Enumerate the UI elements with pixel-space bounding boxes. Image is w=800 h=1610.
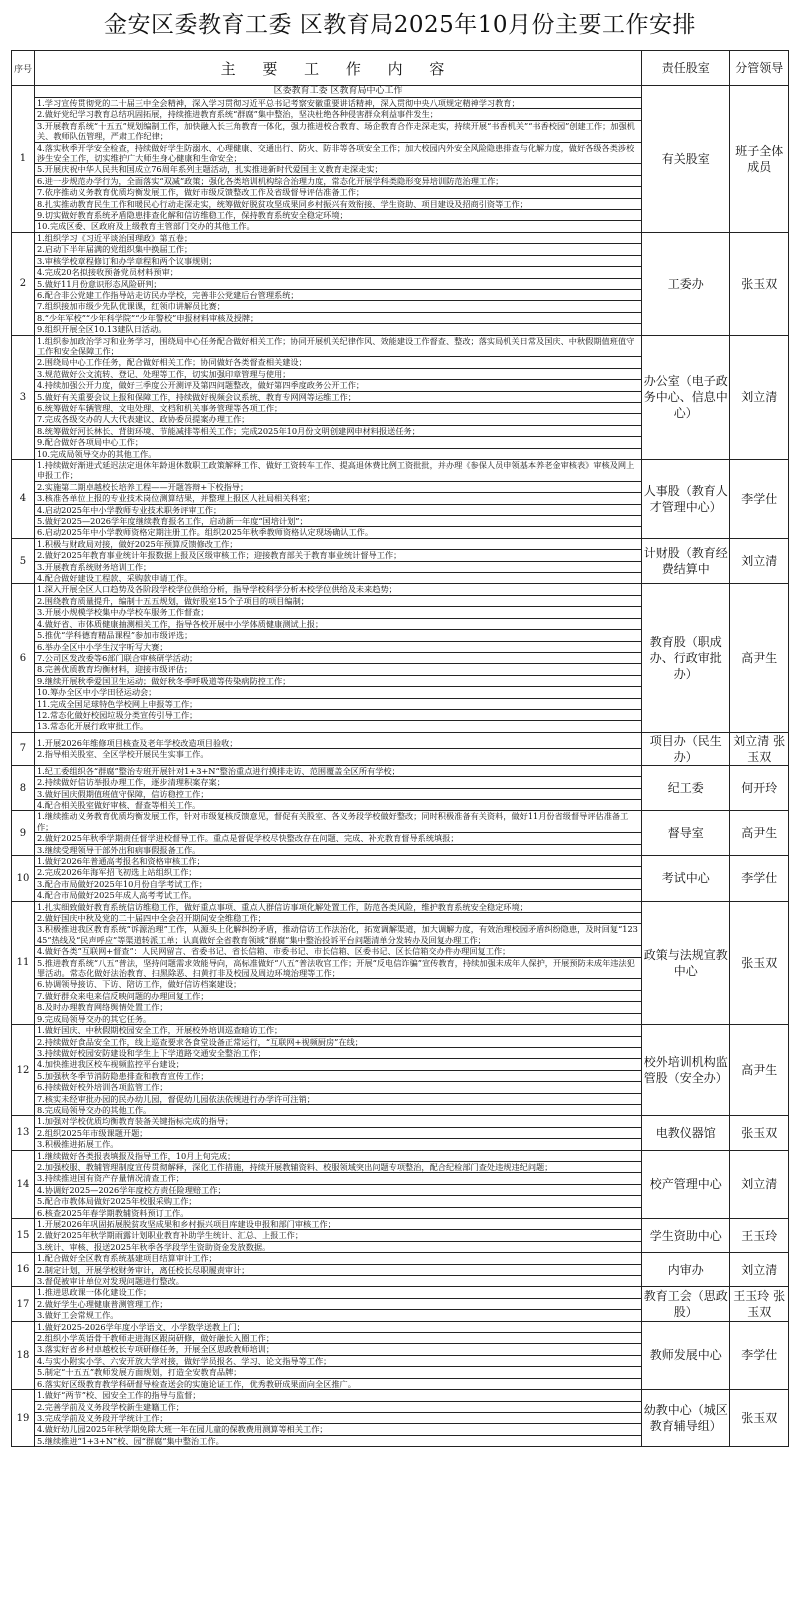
task-item: 9.完成局领导交办的其它任务。 — [36, 1013, 152, 1024]
task-item: 6.统筹做好车辆管理、文电处理、文档和机关事务管理等各项工作； — [35, 403, 641, 414]
task-item: 4.持续加强公开力度，做好三季度公开测评及第四问题整改，做好第四季度政务公开工作； — [35, 380, 641, 391]
task-item: 3.开展教育系统“十五五”规划编制工作，加快融入长三角教育一体化，强力推进校合教育、场企教育合作走深走实，持续开展“书香机关”“书香校园”创建工作；加强机关、教师队伍管理，严肃工作纪律； — [35, 121, 641, 143]
row-content — [34, 811, 641, 856]
task-item: 12.常态化做好校园垃圾分类宣传引导工作； — [35, 710, 641, 721]
task-item: 2.实施第二期卓越校长培养工程——开题答辩+下校指导； — [35, 482, 641, 493]
row-leader: 张玉双 — [730, 1116, 789, 1150]
task-item: 1.开展2026年巩固拓展脱贫攻坚成果和乡村振兴项目库建设申报和部门审核工作； — [35, 1219, 641, 1230]
task-item: 3.审核学校章程修订和办学章程和两个议事规则； — [35, 256, 641, 267]
row-dept: 计财股（教育经费结算中 — [642, 538, 730, 584]
task-item: 4.完成20名拟接收预备党员材料预审； — [35, 267, 641, 278]
header-content: 主 要 工 作 内 容 — [34, 51, 641, 86]
task-item: 3.完成学前及义务段开学统计工作； — [35, 1413, 641, 1424]
task-item: 6.配合非公党建工作指导站走访民办学校，完善非公党建后台管理系统； — [35, 290, 641, 301]
task-item: 6.持续做好校外培训各项监管工作； — [35, 1082, 641, 1093]
task-item: 5.推优“学科德育精品课程”参加市级评选； — [35, 630, 641, 641]
row-leader: 刘立清 — [730, 538, 789, 584]
task-item: 4.启动2025年中小学教师专业技术职务评审工作； — [35, 505, 641, 516]
row-leader: 张玉双 — [730, 1390, 789, 1447]
task-item: 5.做好11月份意识形态风险研判； — [35, 279, 641, 290]
task-item: 2.持续做好食品安全工作，线上巡查要求各食堂设备正常运行，“互联网+视频厨房”在线； — [35, 1037, 641, 1048]
task-item: 5.推进教育系统“八五”普法，坚持问题需求效能导向，高标准做好“八五”普法收官工作；开展“反电信诈骗”宣传教育，持续加强未成年人保护，开展预防未成年违法犯罪活动。常态化做好法治教育、扫黑除恶、扫黄打非及校园及周边环境治理等工作； — [35, 958, 641, 980]
task-item: 2.加强校服、教辅管理制度宣传贯彻解释，深化工作措施，持续开展教辅资料、校服领域突出问题专项整治，配合纪检部门查处违规违纪问题； — [35, 1162, 641, 1173]
row-seq: 14 — [12, 1150, 35, 1218]
row-content — [34, 732, 641, 765]
task-item: 1.开展2026年维修项目核查及老年学校改造项目验收； — [35, 738, 641, 749]
task-item: 2.做好2025年秋学期雨露计划职业教育补助学生统计、汇总、上报工作； — [35, 1230, 641, 1241]
task-item: 8.完成局领导交办的其他工作。 — [36, 1104, 152, 1115]
table-row — [12, 1253, 789, 1287]
table-row — [12, 460, 789, 539]
task-item: 8.统筹做好河长林长、背街环境、节能减排等相关工作；完成2025年10月份文明创建网申材料报送任务； — [35, 426, 641, 437]
task-item: 7.组织接加市级少先队优课课，红领巾讲解员比赛； — [35, 301, 641, 312]
row-dept: 办公室（电子政务中心、信息中心） — [642, 335, 730, 459]
row-leader: 刘立清 — [730, 335, 789, 459]
row-content — [34, 1321, 641, 1389]
row-leader: 高尹生 — [730, 584, 789, 732]
task-item: 5.配合市教体局做好2025年校服采购工作； — [35, 1196, 641, 1207]
row-dept: 政策与法规宣教中心 — [642, 901, 730, 1024]
task-item: 7.完成各级交办的人大代表建议、政协委员提案办理工作； — [35, 414, 641, 425]
table-row — [12, 538, 789, 584]
table-header-row — [12, 51, 789, 86]
task-item: 3.规范做好公文流转、登记、处理等工作，切实加强印章管理与使用； — [35, 369, 641, 380]
task-item: 3.继续受理领导干部外出和病事假报备工作。 — [36, 844, 201, 855]
task-item: 3.开展教育系统财务培训工作； — [35, 562, 641, 573]
task-item: 6.进一步规范办学行为，全面落实“双减”政策；强化各类培训机构综合治理力度，常态化开展学科类隐形变异培训防范治理工作； — [35, 176, 641, 187]
task-item: 2.指导相关股室、全区学校开展民生实事工作。 — [36, 749, 209, 760]
row-seq: 12 — [12, 1025, 35, 1116]
task-item: 6.核查2025年春学期教辅资料预订工作。 — [36, 1207, 189, 1218]
table-row — [12, 1116, 789, 1150]
row-leader: 刘立清 张玉双 — [730, 732, 789, 765]
row-leader: 王玉玲 — [730, 1219, 789, 1253]
task-item: 1.做好国庆、中秋假期校园安全工作，开展校外培训巡查暗访工作； — [35, 1025, 641, 1036]
row-content — [34, 1150, 641, 1218]
row-seq: 10 — [12, 856, 35, 902]
row-dept: 项目办（民生办） — [642, 732, 730, 765]
task-item: 3.落实好省乡村卓越校长专项研修任务，开展全区思政教师培训； — [35, 1344, 641, 1355]
task-item: 7.依序推动义务教育优质均衡发展工作，做好市级反馈整改工作及省级督导评估准备工作； — [35, 187, 641, 198]
task-item: 2.组织小学英语骨干教师走进海区跟岗研修，做好融长入圈工作； — [35, 1333, 641, 1344]
task-item: 3.持续推进国有资产存量情况清查工作； — [35, 1173, 641, 1184]
row-seq: 13 — [12, 1116, 35, 1150]
task-item: 5.制定“十五五”教师发展方面规划，打造全安教育品牌； — [35, 1367, 641, 1378]
task-item: 2.做好2025年教育事业统计年报数据上报及区级审核工作；迎接教育部关于教育事业统计督导工作； — [35, 550, 641, 561]
row-seq: 19 — [12, 1390, 35, 1447]
row-content — [34, 232, 641, 335]
row-content — [34, 1390, 641, 1447]
row-dept: 校产管理中心 — [642, 1150, 730, 1218]
task-item: 4.做好各类“互联网+督查”：人民网留言、省委书记、省长信箱、市委书记、市长信箱、区委书记、区长信箱交办件办理回复工作； — [35, 946, 641, 957]
task-item: 3.积极推进我区教育系统“诉源治理”工作，从源头上化解纠纷矛盾，推动信访工作法治化，拓宽调解渠道，加大调解力度，有效治理校园矛盾纠纷隐患，及时回复“12345”热线及“民声呼应”等渠道转派工单；认真做好全省教育领域“群腐”集中整治投诉平台问题清单分发转办及回复办理工作； — [35, 924, 641, 946]
task-item: 1.继续做好各类报表填报及指导工作，10月上旬完成； — [35, 1151, 641, 1162]
task-item: 2.组织2025年市级课题开题； — [35, 1128, 641, 1139]
task-item: 2.持续做好信访举报办理工作，逐步清理积案存案； — [35, 777, 641, 788]
task-item: 3.开展小规模学校集中办学校车服务工作督查； — [35, 607, 641, 618]
row-content — [34, 538, 641, 584]
row-content — [34, 1025, 641, 1116]
task-item: 3.核准各单位上报的专业技术岗位测算结果，并整理上报区人社局相关科室； — [35, 493, 641, 504]
row-dept: 纪工委 — [642, 765, 730, 811]
task-item: 3.配合市局做好2025年10月份自学考试工作； — [35, 879, 641, 890]
row-dept: 有关股室 — [642, 86, 730, 233]
row-content — [34, 1219, 641, 1253]
task-item: 4.与实小附实小学、六安开放大学对接，做好学员报名、学习、论文指导等工作； — [35, 1356, 641, 1367]
table-row — [12, 335, 789, 459]
task-item: 2.围绕局中心工作任务，配合做好相关工作；协同做好各类督查相关建设； — [35, 357, 641, 368]
header-leader: 分管领导 — [730, 51, 789, 86]
task-item: 7.核实未经审批办园的民办幼儿园，督促幼儿园依法依规进行办学许可注销； — [35, 1094, 641, 1105]
table-row — [12, 86, 789, 233]
task-item: 3.做好国庆假期值班值守保障，信访稳控工作； — [35, 789, 641, 800]
task-item: 1.学习宣传贯彻党的二十届三中全会精神，深入学习贯彻习近平总书记考察安徽重要讲话精神，深入贯彻中央八项规定精神学习教育； — [35, 98, 641, 109]
task-item: 1.纪工委组织各“群腐”整治专班开展针对1+3+N“整治重点进行摸排走访、范围覆盖全区所有学校； — [35, 766, 641, 777]
row-leader: 张玉双 — [730, 901, 789, 1024]
task-item: 7.公司区发改委等6部门联合审核研学活动； — [35, 653, 641, 664]
task-item: 3.督促被审计单位对发现问题进行整改。 — [36, 1276, 184, 1287]
task-item: 2.制定计划，开展学校财务审计，离任校长尽职履责审计； — [35, 1265, 641, 1276]
row-dept: 电教仪器馆 — [642, 1116, 730, 1150]
table-row — [12, 1390, 789, 1447]
row-dept: 教育工会（思政股） — [642, 1287, 730, 1321]
table-row — [12, 1321, 789, 1389]
row-seq: 9 — [12, 811, 35, 856]
task-item: 9.切实做好教育系统矛盾隐患排查化解和信访维稳工作，保持教育系统安全稳定环境； — [35, 210, 641, 221]
task-item: 2.做好2025年秋季学期责任督学进校督导工作。重点是督促学校尽快整改存在问题、完成、补充教育督导系统填报； — [35, 833, 641, 844]
task-item: 3.统计、审核、报送2025年秋季各学段学生资助资金发放数据。 — [36, 1241, 271, 1252]
task-item: 2.启动下半年届满的党组织集中换届工作； — [35, 244, 641, 255]
row-content — [34, 1116, 641, 1150]
work-plan-table — [11, 50, 789, 1447]
row-leader: 高尹生 — [730, 1025, 789, 1116]
row-leader: 高尹生 — [730, 811, 789, 856]
row-seq: 8 — [12, 765, 35, 811]
row-content — [34, 856, 641, 902]
row-seq: 4 — [12, 460, 35, 539]
task-item: 1.加强对学校优质均衡教育装备关键指标完成的指导； — [35, 1116, 641, 1127]
table-body — [12, 86, 789, 1447]
task-item: 1.组织学习《习近平谈治国理政》第五卷； — [35, 233, 641, 244]
task-item: 6.举办全区中小学生汉字听写大赛； — [35, 642, 641, 653]
row-dept: 工委办 — [642, 232, 730, 335]
row-leader: 李学仕 — [730, 460, 789, 539]
table-row — [12, 765, 789, 811]
row-content — [34, 1253, 641, 1287]
table-row — [12, 232, 789, 335]
table-row — [12, 901, 789, 1024]
task-item: 1.持续做好渐进式延迟法定退休年龄退休数职工政策解释工作、做好工资转车工作、提高退休费比例工资批批，并办理《参保人员申领基本养老金审核表》审核及网上申报工作； — [35, 460, 641, 482]
task-item: 1.做好2026年普通高考报名和资格审核工作； — [35, 856, 641, 867]
task-item: 3.积极推进拓展工作。 — [36, 1139, 119, 1150]
task-item: 2.做好学生心理健康普测管理工作； — [35, 1299, 641, 1310]
task-item: 1.积极与财政局对接，做好2025年预算反馈修改工作； — [35, 539, 641, 550]
task-item: 13.常态化开展行政审批工作。 — [36, 721, 149, 732]
task-item: 4.配合相关股室做好审核、督查等相关工作。 — [36, 799, 201, 810]
task-item: 10.完成区委、区政府及上级教育主管部门交办的其他工作。 — [36, 221, 255, 232]
row-dept: 教师发展中心 — [642, 1321, 730, 1389]
task-item: 9.继续开展秋季爱国卫生运动；做好秋冬季呼吸道等传染病防控工作； — [35, 676, 641, 687]
row-seq: 7 — [12, 732, 35, 765]
task-item: 4.配合做好建设工程款、采购款申请工作。 — [36, 573, 193, 584]
task-item: 2.完成2026年海军招飞初选上站组织工作； — [35, 867, 641, 878]
row-seq: 18 — [12, 1321, 35, 1389]
task-item: 10.完成局领导交办的其他工作。 — [36, 448, 157, 459]
table-row — [12, 1287, 789, 1321]
table-row — [12, 1150, 789, 1218]
row-leader: 李学仕 — [730, 1321, 789, 1389]
task-item: 5.开展庆祝中华人民共和国成立76周年系列主题活动，扎实推进新时代爱国主义教育走深走实； — [35, 164, 641, 175]
row-dept: 校外培训机构监管股（安全办） — [642, 1025, 730, 1116]
task-item: 1.深入开展全区人口趋势及各阶段学校学位供给分析，指导学校科学分析本校学位供给及未来趋势； — [35, 584, 641, 595]
task-item: 11.完成全国足球特色学校网上申报等工作； — [35, 699, 641, 710]
task-item: 8.完善优质教育均衡材料，迎接市级评估； — [35, 664, 641, 675]
task-item: 8.“少年军校”“少年科学院”“少年警校”申报材料审核及授牌； — [35, 313, 641, 324]
task-item: 7.做好群众来电来信反映问题的办理回复工作； — [35, 991, 641, 1002]
row-seq: 17 — [12, 1287, 35, 1321]
row-seq: 5 — [12, 538, 35, 584]
row-dept: 人事股（教育人才管理中心） — [642, 460, 730, 539]
row-leader: 王玉玲 张玉双 — [730, 1287, 789, 1321]
task-item: 10.筹办全区中小学田径运动会； — [35, 687, 641, 698]
task-item: 4.配合市局做好2025年成人高考考试工作。 — [36, 890, 197, 901]
row-content — [34, 1287, 641, 1321]
task-item: 4.落实秋季开学安全检查，持续做好学生防溺水、心理健康、交通出行、防火、防非等各项安全工作；加大校园内外安全风险隐患排查与化解力度，做好各级各类涉校涉生安全工作，切实维护广大师生身心健康和生命安全； — [35, 143, 641, 165]
task-item: 6.协调领导接访、下访、陪访工作，做好信访档案建设； — [35, 979, 641, 990]
task-item: 2.做好国庆中秋及党的二十届四中全会召开期间安全维稳工作； — [35, 913, 641, 924]
task-item: 9.组织开展全区10.13建队日活动。 — [36, 324, 167, 335]
row-seq: 6 — [12, 584, 35, 732]
task-item: 5.做好有关重要会议上报和保障工作，持续做好视频会议系统、教育专网网等运维工作； — [35, 392, 641, 403]
task-item: 3.做好工会常规工作。 — [36, 1310, 119, 1321]
task-item: 1.组织参加政治学习和业务学习，围绕局中心任务配合做好相关工作；协同开展机关纪律作风、效能建设工作督查、整改；落实局机关日常及国庆、中秋假期值班值守工作和安全保障工作； — [35, 336, 641, 358]
row-seq: 15 — [12, 1219, 35, 1253]
task-item: 4.做好幼儿园2025年秋学期免除大班一年在园儿童的保教费用测算等相关工作； — [35, 1424, 641, 1435]
task-item: 4.加快推进我区校车视频监控平台建设； — [35, 1059, 641, 1070]
task-item: 1.做好“两节”校、园安全工作的指导与监督； — [35, 1390, 641, 1401]
row-dept: 学生资助中心 — [642, 1219, 730, 1253]
task-item: 8.扎实推动教育民生工作和暖民心行动走深走实，统筹做好脱贫攻坚成果同乡村振兴有效衔接、学生资助、项目建设及招商引资等工作； — [35, 199, 641, 210]
task-item: 3.持续做好校园安防建设和学生上下学道路交通安全整治工作； — [35, 1048, 641, 1059]
row-dept: 考试中心 — [642, 856, 730, 902]
task-item: 4.做好省、市体质健康抽测相关工作，指导各校开展中小学体质健康测试上报； — [35, 619, 641, 630]
row-content — [34, 335, 641, 459]
row-dept: 教育股（职成办、行政审批办） — [642, 584, 730, 732]
row-dept: 督导室 — [642, 811, 730, 856]
row-content — [34, 901, 641, 1024]
document-title: 金安区委教育工委 区教育局2025年10月份主要工作安排 — [103, 12, 697, 38]
table-row — [12, 584, 789, 732]
row-dept: 内审办 — [642, 1253, 730, 1287]
task-item: 8.及时办理教育网络舆情处置工作； — [35, 1002, 641, 1013]
row-leader: 李学仕 — [730, 856, 789, 902]
header-seq: 序号 — [12, 51, 35, 86]
row-content — [34, 460, 641, 539]
row-seq: 11 — [12, 901, 35, 1024]
task-item: 1.配合做好全区教育系统基建项目结算审计工作； — [35, 1253, 641, 1264]
row-seq: 3 — [12, 335, 35, 459]
task-item: 5.继续推进“1+3+N”校、园“群腐”集中整治工作。 — [36, 1435, 224, 1446]
table-row — [12, 856, 789, 902]
task-item: 1.做好2025-2026学年度小学语文、小学数学送教上门； — [35, 1322, 641, 1333]
section-title: 区委教育工委 区教育局中心工作 — [35, 86, 641, 98]
task-item: 1.推进思政课一体化建设工作； — [35, 1287, 641, 1298]
row-leader: 刘立清 — [730, 1253, 789, 1287]
header-dept: 责任股室 — [642, 51, 730, 86]
row-dept: 幼教中心（城区教育辅导组） — [642, 1390, 730, 1447]
task-item: 2.完善学前及义务段学校新生建籍工作； — [35, 1402, 641, 1413]
task-item: 5.做好2025—2026学年度继续教育报名工作，启动新一年度“国培计划”； — [35, 516, 641, 527]
row-leader: 张玉双 — [730, 232, 789, 335]
row-content — [34, 86, 641, 233]
row-content — [34, 765, 641, 811]
row-leader: 何开玲 — [730, 765, 789, 811]
row-seq: 16 — [12, 1253, 35, 1287]
task-item: 1.扎实细致做好教育系统信访维稳工作，做好重点事项、重点人群信访事项化解处置工作，防范各类风险，维护教育系统安全稳定环境； — [35, 902, 641, 913]
task-item: 9.配合做好各项局中心工作； — [35, 437, 641, 448]
task-item: 6.启动2025年中小学教师资格定期注册工作。组织2025年秋季教师资格认定现场确认工作。 — [36, 527, 374, 538]
task-item: 2.做好党纪学习教育总结巩固拓展，持续推进教育系统“群腐”集中整治，坚决杜绝各种侵害群众利益事件发生； — [35, 109, 641, 120]
table-row — [12, 1025, 789, 1116]
task-item: 4.协调好2025—2026学年度校方责任险理赔工作； — [35, 1185, 641, 1196]
row-leader: 班子全体成员 — [730, 86, 789, 233]
task-item: 1.继续推动义务教育优质均衡发展工作，针对市级复核反馈意见，督促有关股室、各义务段学校做好整改；同时积极准备有关资料，做好11月份省级督导评估准备工作； — [35, 811, 641, 833]
task-item: 5.加强秋冬季节消防隐患排查和教育宣传工作； — [35, 1071, 641, 1082]
row-leader: 刘立清 — [730, 1150, 789, 1218]
row-seq: 2 — [12, 232, 35, 335]
table-row — [12, 1219, 789, 1253]
table-row — [12, 732, 789, 765]
task-item: 6.落实好区级教育教学科研督导检查送会的实施论证工作，优秀教研成果面向全区推广。 — [36, 1378, 356, 1389]
table-row — [12, 811, 789, 856]
row-seq: 1 — [12, 86, 35, 233]
row-content — [34, 584, 641, 732]
task-item: 2.围绕教育质量提升，编制十五五规划，做好股室15个子项目的项目编制； — [35, 596, 641, 607]
